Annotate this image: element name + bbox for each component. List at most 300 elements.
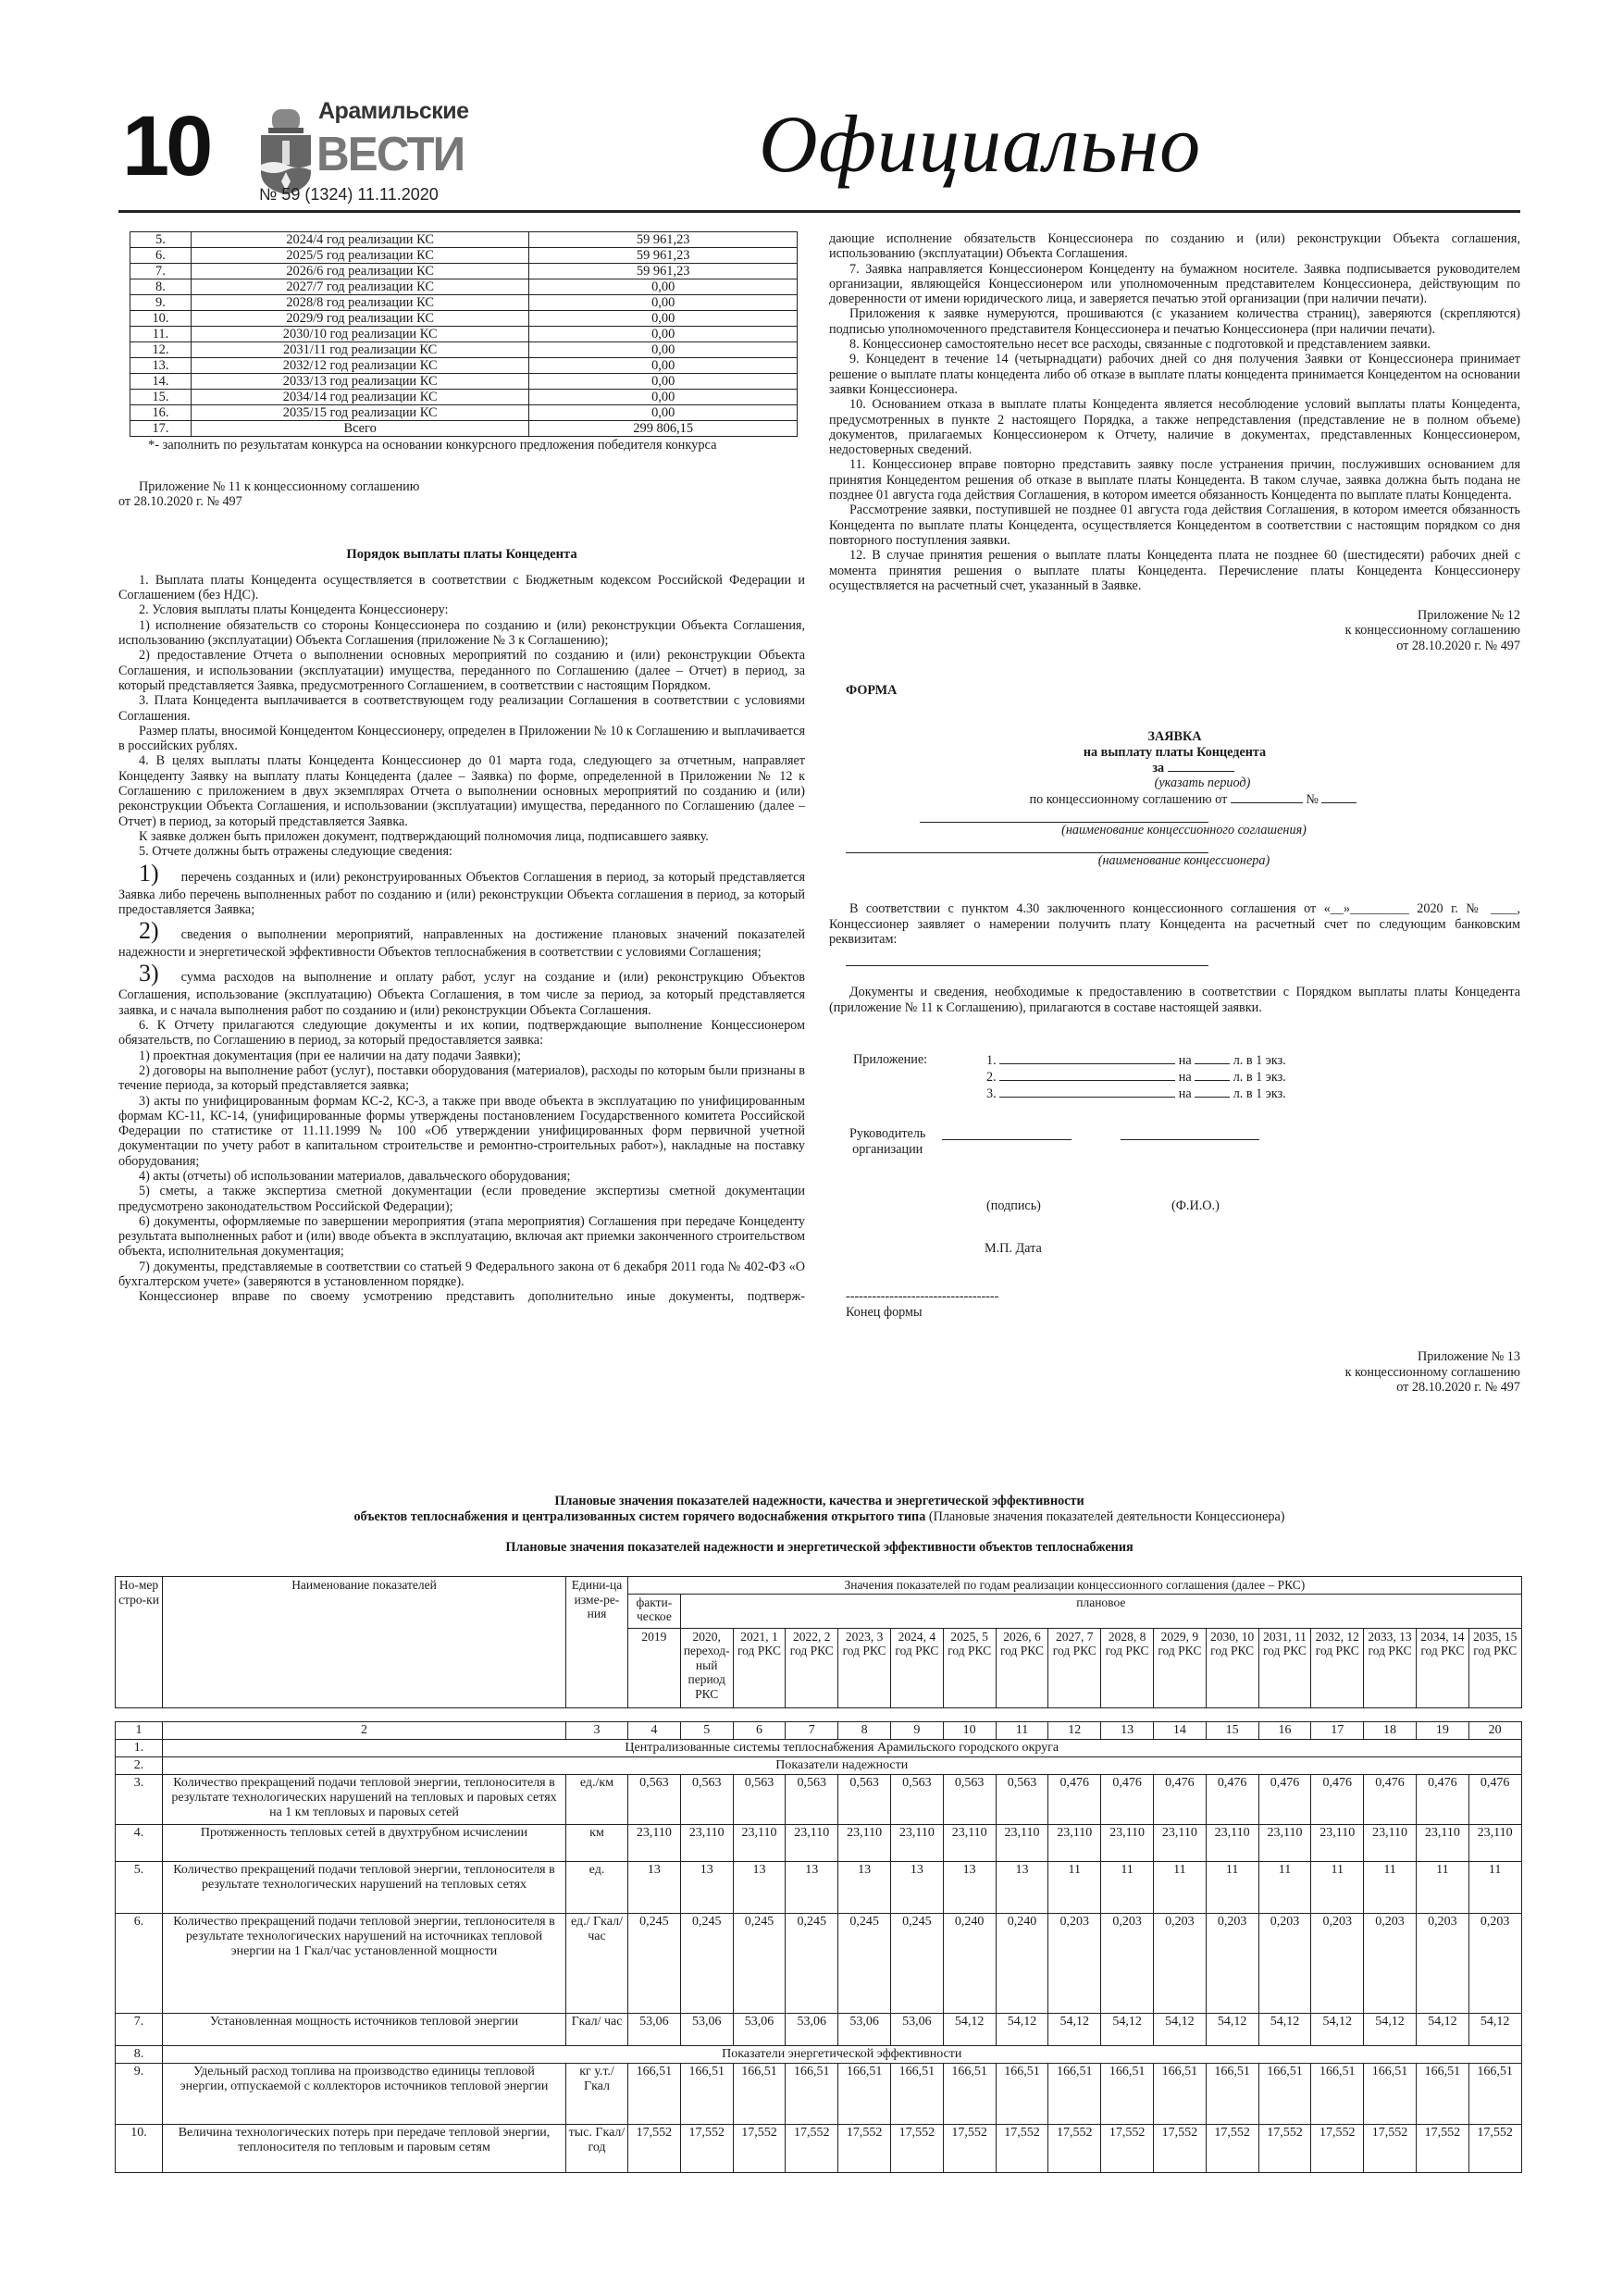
indicator-value: 17,552 <box>786 2125 838 2173</box>
paragraph <box>118 1018 805 1049</box>
paragraph <box>118 602 805 617</box>
indicator-value: 17,552 <box>1364 2125 1417 2173</box>
indicator-value: 54,12 <box>1311 2014 1364 2046</box>
table-row <box>130 342 798 358</box>
indicator-value: 11 <box>1416 1862 1468 1914</box>
annex13-title-note: (Плановые значения показателей деятельности Концессионера) <box>925 1509 1285 1524</box>
number-sign: № <box>1306 791 1319 807</box>
indicator-value: 53,06 <box>680 2014 733 2046</box>
row-number-cell: 14. <box>130 374 192 390</box>
fio-field[interactable] <box>1121 1128 1259 1140</box>
amount-cell: 59 961,23 <box>529 248 798 264</box>
row-number: 10. <box>116 2125 163 2173</box>
table-row <box>130 279 798 295</box>
annex12-ref-line: к концессионному соглашению <box>1344 623 1520 639</box>
indicator-value: 0,245 <box>680 1914 733 2014</box>
indicator-value: 11 <box>1206 1862 1258 1914</box>
attachment-name-field[interactable] <box>999 1069 1175 1081</box>
indicator-value: 17,552 <box>1311 2125 1364 2173</box>
paragraph-text: сумма расходов на выполнение и оплату работ, услуг на создание и (или) реконструкцию Объектов Соглашения, использование (эксплуатацию) Объекта Соглашения, в том числе за период, за который представляется заявка, и с начала выполнения работ по созданию и (или) реконструкции Объекта Соглашения. <box>118 970 805 1018</box>
column-number: 7 <box>786 1722 838 1740</box>
attachment-pages-field[interactable] <box>1195 1069 1230 1081</box>
agreement-name-hint: (наименование концессионного соглашения) <box>1061 822 1307 838</box>
indicator-value: 11 <box>1258 1862 1311 1914</box>
indicator-value: 0,203 <box>1258 1914 1311 2014</box>
indicator-value: 23,110 <box>680 1825 733 1862</box>
indicator-value: 0,476 <box>1206 1775 1258 1825</box>
annex11-ref-line1: Приложение № 11 к концессионному соглашению <box>139 479 420 494</box>
paragraph-text: 5. Отчете должны быть отражены следующие сведения: <box>139 844 452 860</box>
annex13-title-line2: объектов теплоснабжения и централизованных систем горячего водоснабжения открытого типа <box>353 1509 926 1524</box>
indicator-value: 0,563 <box>680 1775 733 1825</box>
indicator-value: 13 <box>943 1862 996 1914</box>
concessionaire-name-field[interactable] <box>846 841 1208 853</box>
header-name: Наименование показателей <box>163 1577 566 1708</box>
attachment-number: 2. <box>986 1069 997 1085</box>
payment-table-footnote: *- заполнить по результатам конкурса на основании конкурсного предложения победителя конкурса <box>148 438 717 453</box>
indicator-value: 54,12 <box>1468 2014 1521 2046</box>
indicator-value: 0,476 <box>1468 1775 1521 1825</box>
table-row <box>130 358 798 374</box>
indicator-value: 0,563 <box>838 1775 891 1825</box>
indicator-value: 0,245 <box>786 1914 838 2014</box>
amount-cell: 59 961,23 <box>529 232 798 248</box>
amount-cell: 59 961,23 <box>529 264 798 279</box>
section-title: Показатели надежности <box>163 1757 1522 1775</box>
paragraph <box>118 618 805 649</box>
indicator-unit: км <box>566 1825 628 1862</box>
header-values-group: Значения показателей по годам реализации концессионного соглашения (далее – РКС) <box>628 1577 1522 1595</box>
indicator-value: 53,06 <box>733 2014 786 2046</box>
row-number-cell: 11. <box>130 327 192 342</box>
attachment-number: 3. <box>986 1086 997 1101</box>
header-year: 2025, 5 год РКС <box>943 1628 996 1707</box>
head-label: Руководитель <box>849 1125 926 1141</box>
header-actual: факти-ческое <box>628 1594 681 1628</box>
indicator-value: 17,552 <box>943 2125 996 2173</box>
row-number: 6. <box>116 1914 163 2014</box>
row-number-cell: 8. <box>130 279 192 295</box>
paragraph <box>829 262 1520 307</box>
paragraph <box>829 231 1520 262</box>
paragraph-text: 5) сметы, а также экспертиза сметной документации (если проведение экспертизы сметной документации предусмотрено законодательством Российской Федерации); <box>118 1184 805 1214</box>
attachment-na: на <box>1178 1086 1192 1101</box>
brand-name-line2: ВЕСТИ <box>316 128 465 181</box>
indicator-value: 17,552 <box>680 2125 733 2173</box>
attachment-tail: л. в 1 экз. <box>1233 1069 1286 1085</box>
annex12-ref-line: Приложение № 12 <box>1418 608 1520 624</box>
indicator-value: 0,203 <box>1416 1914 1468 2014</box>
header-divider <box>118 210 1520 213</box>
row-number-cell: 13. <box>130 358 192 374</box>
paragraph <box>829 548 1520 593</box>
paragraph <box>118 1214 805 1260</box>
indicator-value: 0,563 <box>996 1775 1048 1825</box>
statement-text: В соответствии с пунктом 4.30 заключенного концессионного соглашения от «__»_________ 2020 г. № ____, Концессионер заявляет о намерении получить плату Концедента на расчетный счет по следующим банковским реквизитам: <box>829 901 1520 947</box>
row-number: 5. <box>116 1862 163 1914</box>
indicator-unit: ед./ Гкал/ час <box>566 1914 628 2014</box>
header-year: 2019 <box>628 1628 681 1707</box>
indicator-value: 17,552 <box>1048 2125 1101 2173</box>
paragraph-text: 4. В целях выплаты платы Концедента Концессионер до 01 марта года, следующего за отчетным, направляет Концеденту Заявку на выплату платы Концедента (далее – Заявка) по форме, определенной в Приложении № 12 к Соглашению с приложением в двух экземплярах Отчета о выполнении основных мероприятий по созданию и (или) реконструкции Объекта Соглашения, и использовании (эксплуатации) имущества, переданного по Соглашению (далее – Отчет) в период, за который представляется Заявка. <box>118 753 805 829</box>
indicator-value: 23,110 <box>1468 1825 1521 1862</box>
section-title: Официально <box>759 100 1202 190</box>
column-number: 12 <box>1048 1722 1101 1740</box>
column-number: 8 <box>838 1722 891 1740</box>
indicator-value: 17,552 <box>1416 2125 1468 2173</box>
agreement-line-label: по концессионному соглашению от <box>1029 791 1228 807</box>
indicator-value: 13 <box>890 1862 943 1914</box>
amount-cell: 0,00 <box>529 295 798 311</box>
indicator-value: 53,06 <box>628 2014 681 2046</box>
row-number: 7. <box>116 2014 163 2046</box>
indicator-value: 0,245 <box>890 1914 943 2014</box>
indicator-unit: Гкал/ час <box>566 2014 628 2046</box>
paragraph <box>118 1063 805 1094</box>
table-row <box>116 1862 1522 1914</box>
indicator-value: 166,51 <box>1311 2064 1364 2125</box>
period-cell: 2032/12 год реализации КС <box>191 358 529 374</box>
paragraph-text: сведения о выполнении мероприятий, направленных на достижение плановых значений показателей надежности и энергетической эффективности Объектов теплоснабжения в соответствии с условиями Соглашения; <box>118 927 805 961</box>
header-year: 2022, 2 год РКС <box>786 1628 838 1707</box>
attachment-tail: л. в 1 экз. <box>1233 1086 1286 1101</box>
attachment-pages-field[interactable] <box>1195 1052 1230 1064</box>
row-number: 4. <box>116 1825 163 1862</box>
table-row <box>130 295 798 311</box>
paragraph-text: 3. Плата Концедента выплачивается в соответствующем году реализации Соглашения в соответствии с условиями Соглашения. <box>118 693 805 724</box>
concessionaire-hint: (наименование концессионера) <box>1097 853 1270 869</box>
paragraph <box>118 1289 805 1304</box>
row-number-cell: 16. <box>130 405 192 421</box>
left-column <box>118 231 805 1305</box>
indicator-name: Установленная мощность источников тепловой энергии <box>163 2014 566 2046</box>
amount-cell: 0,00 <box>529 279 798 295</box>
row-number-cell: 17. <box>130 421 192 437</box>
paragraph <box>118 648 805 693</box>
paragraph-text: 3) акты по унифицированным формам КС-2, КС-3, а также при вводе объекта в эксплуатацию по унифицированным формам КС-11, КС-14, (унифицированные формы утверждены постановлением Государственного комитета Российской Федерации по статистике от 11.11.1999 № 100 «Об утверждении унифицированных форм первичной учетной документации по учету работ в капитальном строительстве и ремонтно-строительных работ»), накладные на поставку оборудования; <box>118 1093 805 1169</box>
indicator-value: 166,51 <box>1206 2064 1258 2125</box>
header-year: 2021, 1 год РКС <box>733 1628 786 1707</box>
row-number: 2. <box>116 1757 163 1775</box>
agreement-date-field[interactable] <box>1231 791 1303 803</box>
period-cell: 2035/15 год реализации КС <box>191 405 529 421</box>
paragraph <box>118 1184 805 1214</box>
indicator-value: 17,552 <box>838 2125 891 2173</box>
table-row <box>130 390 798 405</box>
paragraph-text: 1) исполнение обязательств со стороны Концессионера по созданию и (или) реконструкции Объекта Соглашения, использованию (эксплуатации) Объекта Соглашения (приложение № 3 к Соглашению); <box>118 617 805 649</box>
table-row <box>116 1775 1522 1825</box>
indicator-value: 23,110 <box>943 1825 996 1862</box>
page-number: 10 <box>122 99 210 193</box>
indicator-value: 0,203 <box>1311 1914 1364 2014</box>
indicator-value: 0,203 <box>1101 1914 1154 2014</box>
header-year: 2023, 3 год РКС <box>838 1628 891 1707</box>
indicator-value: 11 <box>1311 1862 1364 1914</box>
period-hint: (указать период) <box>1154 776 1251 791</box>
brand-name-line1: Арамильские <box>318 98 469 124</box>
indicator-value: 11 <box>1468 1862 1521 1914</box>
agreement-name-field[interactable] <box>920 811 1208 823</box>
indicator-value: 0,476 <box>1258 1775 1311 1825</box>
indicator-value: 11 <box>1364 1862 1417 1914</box>
indicator-value: 0,476 <box>1048 1775 1101 1825</box>
paragraph <box>118 829 805 844</box>
indicator-value: 54,12 <box>1258 2014 1311 2046</box>
annex12-ref-line: от 28.10.2020 г. № 497 <box>1396 638 1520 653</box>
amount-cell: 0,00 <box>529 358 798 374</box>
attachment-pages-field[interactable] <box>1195 1086 1230 1098</box>
indicator-value: 13 <box>838 1862 891 1914</box>
paragraph-text: 7) документы, представляемые в соответствии со статьей 9 Федерального закона от 6 декабря 2011 года № 402-ФЗ «О бухгалтерском учете» (заверяются в установленном порядке). <box>118 1259 805 1290</box>
paragraph-text-start: Концессионер вправе по своему усмотрению представить дополнительно иные документы, подтверж- <box>139 1289 805 1305</box>
indicator-value: 0,563 <box>733 1775 786 1825</box>
annex13-ref-line: к концессионному соглашению <box>1344 1364 1520 1380</box>
indicator-value: 17,552 <box>628 2125 681 2173</box>
indicator-value: 0,563 <box>628 1775 681 1825</box>
table-row <box>116 2014 1522 2046</box>
bank-details-field[interactable] <box>846 954 1208 966</box>
indicator-value: 0,563 <box>786 1775 838 1825</box>
paragraph <box>118 1169 805 1184</box>
indicator-value: 0,476 <box>1101 1775 1154 1825</box>
section-title: Показатели энергетической эффективности <box>163 2046 1522 2064</box>
paragraph <box>829 457 1520 503</box>
paragraph-text: 4) акты (отчеты) об использовании материалов, давальческого оборудования; <box>139 1168 571 1184</box>
amount-cell: 0,00 <box>529 390 798 405</box>
indicator-value: 17,552 <box>996 2125 1048 2173</box>
indicator-value: 23,110 <box>786 1825 838 1862</box>
paragraph-text: 2) договоры на выполнение работ (услуг), поставки оборудования (материалов), расходы по которым были признаны в течение периода, за который представляется заявка; <box>118 1062 805 1094</box>
indicator-value: 0,476 <box>1153 1775 1206 1825</box>
indicator-value: 0,203 <box>1153 1914 1206 2014</box>
signature-hint: (подпись) <box>986 1198 1041 1213</box>
indicator-value: 54,12 <box>1364 2014 1417 2046</box>
payment-table <box>130 231 798 437</box>
indicator-value: 0,245 <box>628 1914 681 2014</box>
column-number: 11 <box>996 1722 1048 1740</box>
form-title: ЗАЯВКА <box>1147 729 1202 745</box>
paragraph <box>829 503 1520 548</box>
row-number: 8. <box>116 2046 163 2064</box>
amount-cell: 0,00 <box>529 311 798 327</box>
indicator-value: 166,51 <box>1101 2064 1154 2125</box>
annex13-subtitle: Плановые значения показателей надежности и энергетической эффективности объектов теплоснабжения <box>505 1540 1134 1555</box>
column-number: 16 <box>1258 1722 1311 1740</box>
indicator-value: 54,12 <box>1206 2014 1258 2046</box>
paragraph <box>118 693 805 724</box>
annex11-ref-line2: от 28.10.2020 г. № 497 <box>118 494 242 510</box>
paragraph <box>118 1094 805 1169</box>
annex11-title: Порядок выплаты платы Концедента <box>346 546 577 562</box>
indicator-value: 17,552 <box>1258 2125 1311 2173</box>
attachment-row <box>986 1052 1286 1069</box>
indicator-value: 17,552 <box>1206 2125 1258 2173</box>
row-number-cell: 15. <box>130 390 192 405</box>
indicator-value: 0,563 <box>943 1775 996 1825</box>
period-cell: 2031/11 год реализации КС <box>191 342 529 358</box>
paragraph <box>118 844 805 859</box>
paragraph <box>829 337 1520 352</box>
table-row <box>116 1825 1522 1862</box>
indicator-value: 0,203 <box>1468 1914 1521 2014</box>
paragraph-text: 11. Концессионер вправе повторно представить заявку после устранения причин, послуживших основанием для принятия Концедентом решения об отказе в выплате платы Концедента. В таком случае, заявка должна быть подана не позднее 01 августа года действия Соглашения, в котором имеется обязанность Концедента по выплате платы Концедента. <box>829 457 1520 503</box>
indicator-value: 23,110 <box>1416 1825 1468 1862</box>
indicator-value: 54,12 <box>1416 2014 1468 2046</box>
row-number-cell: 12. <box>130 342 192 358</box>
header-year: 2027, 7 год РКС <box>1048 1628 1101 1707</box>
paragraph-text: 10. Основанием отказа в выплате платы Концедента является несоблюдение условий выплаты платы Концедента, предусмотренных в пункте 2 настоящего Порядка, а также непредставления (представление не в полном объеме) документов, прилагаемых Концессионером к Отчету, наличие в документах, представленных Концессионером, недостоверных сведений. <box>829 397 1520 458</box>
indicators-table <box>115 1721 1522 2173</box>
period-cell: 2028/8 год реализации КС <box>191 295 529 311</box>
column-number: 5 <box>680 1722 733 1740</box>
period-field[interactable] <box>1168 760 1234 772</box>
paragraph <box>829 306 1520 337</box>
indicator-value: 23,110 <box>628 1825 681 1862</box>
header-year: 2024, 4 год РКС <box>890 1628 943 1707</box>
header-row <box>116 1577 1522 1595</box>
indicator-value: 23,110 <box>1048 1825 1101 1862</box>
paragraph <box>118 724 805 754</box>
period-cell: 2029/9 год реализации КС <box>191 311 529 327</box>
period-cell: 2025/5 год реализации КС <box>191 248 529 264</box>
header-year: 2033, 13 год РКС <box>1364 1628 1417 1707</box>
paragraph <box>118 1260 805 1290</box>
row-number: 9. <box>116 2064 163 2125</box>
form-end: Конец формы <box>846 1305 923 1321</box>
list-marker: 3) <box>139 960 159 987</box>
indicator-unit: тыс. Гкал/ год <box>566 2125 628 2173</box>
indicator-name: Количество прекращений подачи тепловой энергии, теплоносителя в результате технологических нарушений на источниках тепловой энергии на 1 Гкал/час установленной мощности <box>163 1914 566 2014</box>
fio-hint: (Ф.И.О.) <box>1171 1198 1220 1213</box>
column-number: 6 <box>733 1722 786 1740</box>
indicator-value: 13 <box>786 1862 838 1914</box>
indicator-value: 13 <box>680 1862 733 1914</box>
attachment-na: на <box>1178 1052 1192 1068</box>
period-cell: 2030/10 год реализации КС <box>191 327 529 342</box>
table-row <box>130 311 798 327</box>
paragraph <box>118 753 805 828</box>
indicator-value: 166,51 <box>628 2064 681 2125</box>
indicator-value: 54,12 <box>943 2014 996 2046</box>
amount-cell: 0,00 <box>529 374 798 390</box>
indicator-name: Количество прекращений подачи тепловой энергии, теплоносителя в результате технологических нарушений на тепловых сетях <box>163 1862 566 1914</box>
indicator-value: 13 <box>996 1862 1048 1914</box>
header-year: 2028, 8 год РКС <box>1101 1628 1154 1707</box>
column-number: 13 <box>1101 1722 1154 1740</box>
column-number: 18 <box>1364 1722 1417 1740</box>
attachment-name-field[interactable] <box>999 1086 1175 1098</box>
section-row <box>116 1757 1522 1775</box>
indicator-unit: ед. <box>566 1862 628 1914</box>
indicator-name: Величина технологических потерь при передаче тепловой энергии, теплоносителя по тепловым и паровым сетям <box>163 2125 566 2173</box>
column-number: 14 <box>1153 1722 1206 1740</box>
column-number-row <box>116 1722 1522 1740</box>
indicator-value: 53,06 <box>890 2014 943 2046</box>
table-row <box>116 1914 1522 2014</box>
indicator-value: 17,552 <box>890 2125 943 2173</box>
table-row <box>130 248 798 264</box>
row-number-cell: 9. <box>130 295 192 311</box>
paragraph-text: 9. Концедент в течение 14 (четырнадцати) рабочих дней со дня получения Заявки от Концессионера принимает решение о выплате платы концедента либо об отказе в выплате платы концедента принимается Концедентом на основании заявки Концессионера. <box>829 352 1520 397</box>
signature-field[interactable] <box>942 1128 1072 1140</box>
list-marker: 2) <box>139 917 159 945</box>
table-row <box>130 374 798 390</box>
table-row <box>130 405 798 421</box>
attachment-row <box>986 1086 1286 1102</box>
indicator-value: 54,12 <box>1048 2014 1101 2046</box>
attachment-tail: л. в 1 экз. <box>1233 1052 1286 1068</box>
table-row <box>130 327 798 342</box>
indicator-value: 0,240 <box>996 1914 1048 2014</box>
agreement-number-field[interactable] <box>1321 791 1357 803</box>
paragraph-text: дающие исполнение обязательств Концессионера по созданию и (или) реконструкции Объекта соглашения, использованию (эксплуатации) Объекта Соглашения. <box>829 231 1520 262</box>
list-marker: 1) <box>139 859 159 887</box>
header-year: 2034, 14 год РКС <box>1416 1628 1468 1707</box>
indicator-value: 17,552 <box>1153 2125 1206 2173</box>
paragraph-text: 2) предоставление Отчета о выполнении основных мероприятий по созданию и (или) реконструкции Объекта Соглашения, и использовании (эксплуатации) имущества, переданного по Соглашению (далее – Отчет) в период, за который представляется Заявка, предусмотренного Соглашением, в соответствии с настоящим Порядком. <box>118 648 805 693</box>
paragraph-text: 6. К Отчету прилагаются следующие документы и их копии, подтверждающие выполнение Концессионером обязательств, по Соглашению в период, за который предоставляется заявка: <box>118 1018 805 1049</box>
indicator-value: 23,110 <box>838 1825 891 1862</box>
paragraph <box>118 960 805 1018</box>
row-number: 3. <box>116 1775 163 1825</box>
indicator-value: 53,06 <box>786 2014 838 2046</box>
indicator-value: 166,51 <box>838 2064 891 2125</box>
indicator-value: 0,240 <box>943 1914 996 2014</box>
amount-cell: 0,00 <box>529 405 798 421</box>
row-number: 1. <box>116 1740 163 1757</box>
column-number: 3 <box>566 1722 628 1740</box>
indicator-value: 166,51 <box>1416 2064 1468 2125</box>
paragraph <box>118 1049 805 1063</box>
table-row <box>130 232 798 248</box>
paragraph <box>118 917 805 960</box>
indicator-value: 23,110 <box>1364 1825 1417 1862</box>
indicator-value: 166,51 <box>1468 2064 1521 2125</box>
column-number: 17 <box>1311 1722 1364 1740</box>
paragraph <box>118 573 805 603</box>
attachment-name-field[interactable] <box>999 1052 1175 1064</box>
indicator-name: Протяженность тепловых сетей в двухтрубном исчислении <box>163 1825 566 1862</box>
amount-cell: 299 806,15 <box>529 421 798 437</box>
header-unit: Едини-ца изме-ре-ния <box>566 1577 628 1708</box>
table-row <box>116 2125 1522 2173</box>
indicator-value: 0,476 <box>1416 1775 1468 1825</box>
documents-text: Документы и сведения, необходимые к предоставлению в соответствии с Порядком выплаты платы Концедента (приложение № 11 к Соглашению), прилагаются в составе настоящей заявки. <box>829 985 1520 1015</box>
attachment-number: 1. <box>986 1052 997 1068</box>
form-subtitle: на выплату платы Концедента <box>1083 744 1267 760</box>
annex12-ref <box>829 608 1520 653</box>
indicator-value: 0,476 <box>1364 1775 1417 1825</box>
amount-cell: 0,00 <box>529 327 798 342</box>
indicator-unit: ед./км <box>566 1775 628 1825</box>
period-cell: 2033/13 год реализации КС <box>191 374 529 390</box>
paragraph-text: К заявке должен быть приложен документ, подтверждающий полномочия лица, подписавшего заявку. <box>139 828 709 844</box>
paragraph-text: 6) документы, оформляемые по завершении мероприятия (этапа мероприятия) Соглашения при передаче Концеденту результата выполненных работ и (или) вводе объекта в эксплуатацию, включая акт приемки законченного строительством объекта, исполнительная документация; <box>118 1213 805 1260</box>
indicator-value: 166,51 <box>1048 2064 1101 2125</box>
period-cell: 2026/6 год реализации КС <box>191 264 529 279</box>
paragraph-text: перечень созданных и (или) реконструированных Объектов Соглашения в период, за который представляется Заявка либо перечень выполненных работ по созданию и (или) реконструкции Объекта соглашения в период, за который предоставляется Заявка; <box>118 869 805 917</box>
header-row-number: Но-мер стро-ки <box>116 1577 163 1708</box>
header-year: 2035, 15 год РКС <box>1468 1628 1521 1707</box>
indicator-value: 0,245 <box>733 1914 786 2014</box>
paragraph-text: Рассмотрение заявки, поступившей не позднее 01 августа года действия Соглашения, в котором имеется обязанность Концедента по выплате платы Концедента, осуществляется Концедентом в соответствии с настоящим порядком со дня повторного поступления заявки. <box>829 503 1520 548</box>
indicator-value: 166,51 <box>996 2064 1048 2125</box>
section-title: Централизованные системы теплоснабжения Арамильского городского округа <box>163 1740 1522 1757</box>
section-row <box>116 1740 1522 1757</box>
paragraph-text: 1. Выплата платы Концедента осуществляется в соответствии с Бюджетным кодексом Российской Федерации и Соглашением (без НДС). <box>118 572 805 603</box>
indicator-value: 0,203 <box>1206 1914 1258 2014</box>
indicator-value: 0,245 <box>838 1914 891 2014</box>
